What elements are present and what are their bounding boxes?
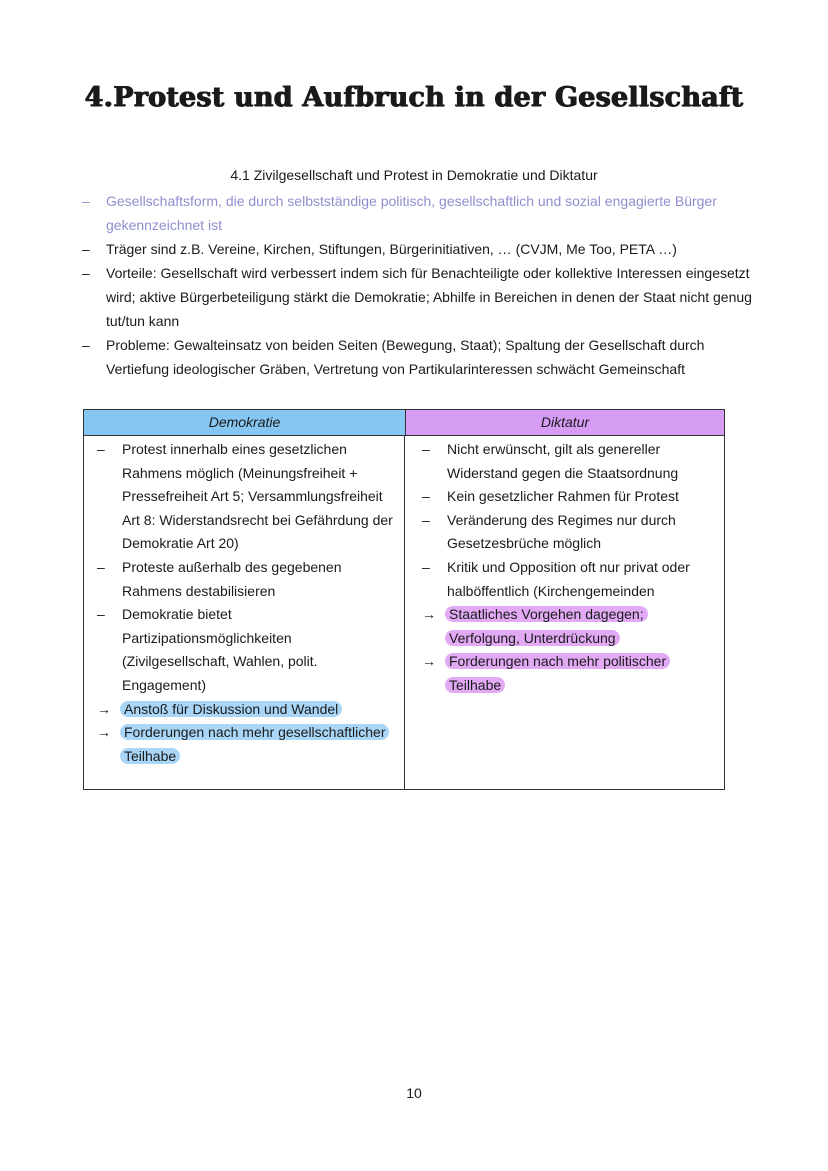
table-header-row (84, 410, 724, 436)
list-item (97, 438, 396, 556)
dash-marker: – (422, 558, 430, 575)
table-body-row (84, 436, 724, 789)
list-item (97, 603, 396, 697)
column-diktatur (405, 436, 724, 789)
comparison-table (83, 409, 725, 790)
dash-marker: – (422, 511, 430, 528)
list-item (422, 603, 716, 650)
arrow-right-icon: → (422, 606, 436, 623)
list-item (422, 650, 716, 697)
page-number: 10 (406, 1085, 422, 1101)
list-item (422, 509, 716, 556)
column-demokratie (84, 436, 405, 789)
item-text: Proteste außerhalb des gegebenen Rahmens destabilisieren (122, 558, 342, 599)
list-item (422, 485, 716, 509)
list-item (97, 721, 396, 768)
list-item (422, 438, 716, 485)
header-demokratie: Demokratie (84, 410, 406, 435)
page-title: 4.Protest und Aufbruch in der Gesellschaft (84, 82, 744, 113)
item-text: Kritik und Opposition oft nur privat oder halböffentlich (Kirchengemeinden (447, 558, 690, 599)
highlighted-text: Staatliches Vorgehen dagegen; Verfolgung, Unterdrückung (445, 606, 648, 646)
arrow-right-icon: → (422, 653, 436, 670)
highlighted-text: Forderungen nach mehr gesellschaftlicher Teilhabe (120, 724, 389, 764)
list-item (97, 698, 396, 722)
item-text: Demokratie bietet Partizipationsmöglichkeiten (Zivilgesellschaft, Wahlen, polit. Engagement) (122, 606, 318, 693)
bullet-text: Probleme: Gewalteinsatz von beiden Seiten (Bewegung, Staat); Spaltung der Gesellschaft durch Vertiefung ideologischer Gräben, Vertretung von Partikularinteressen schwächt Gemeinschaft (106, 337, 705, 377)
section-title: 4.1 Zivilgesellschaft und Protest in Demokratie und Diktatur (230, 167, 598, 183)
dash-marker: – (422, 488, 430, 505)
bullet-dash: – (82, 241, 90, 257)
bullet-list (82, 189, 752, 381)
item-text: Protest innerhalb eines gesetzlichen Rahmens möglich (Meinungsfreiheit + Pressefreiheit Art 5; Versammlungsfreiheit Art 8: Widerstandsrecht bei Gefährdung der Demokratie Art 20) (122, 441, 393, 552)
bullet-vorteile (82, 261, 752, 333)
arrow-right-icon: → (97, 700, 111, 717)
list-item (97, 556, 396, 603)
highlighted-text: Anstoß für Diskussion und Wandel (120, 701, 342, 717)
bullet-dash: – (82, 265, 90, 281)
bullet-probleme (82, 333, 752, 381)
dash-marker: – (97, 558, 105, 575)
bullet-definition (82, 189, 752, 237)
bullet-traeger (82, 237, 752, 261)
bullet-text: Träger sind z.B. Vereine, Kirchen, Stiftungen, Bürgerinitiativen, … (CVJM, Me Too, PETA …) (106, 241, 677, 257)
dash-marker: – (422, 441, 430, 457)
arrow-right-icon: → (97, 724, 111, 741)
bullet-text: Gesellschaftsform, die durch selbstständige politisch, gesellschaftlich und sozial engagierte Bürger gekennzeichnet ist (106, 193, 717, 233)
item-text: Kein gesetzlicher Rahmen für Protest (447, 488, 679, 505)
dash-marker: – (97, 606, 105, 623)
item-text: Veränderung des Regimes nur durch Gesetzesbrüche möglich (447, 511, 676, 552)
highlighted-text: Forderungen nach mehr politischer Teilhabe (445, 653, 670, 693)
header-diktatur: Diktatur (406, 410, 724, 435)
dash-marker: – (97, 441, 105, 457)
bullet-dash: – (82, 337, 90, 353)
item-text: Nicht erwünscht, gilt als genereller Widerstand gegen die Staatsordnung (447, 441, 679, 481)
bullet-dash: – (82, 193, 90, 209)
list-item (422, 556, 716, 603)
bullet-text: Vorteile: Gesellschaft wird verbessert indem sich für Benachteiligte oder kollektive Interessen eingesetzt wird; aktive Bürgerbeteiligung stärkt die Demokratie; Abhilfe in Bereichen in denen der Staat nicht genug tut/tun kann (106, 265, 752, 329)
